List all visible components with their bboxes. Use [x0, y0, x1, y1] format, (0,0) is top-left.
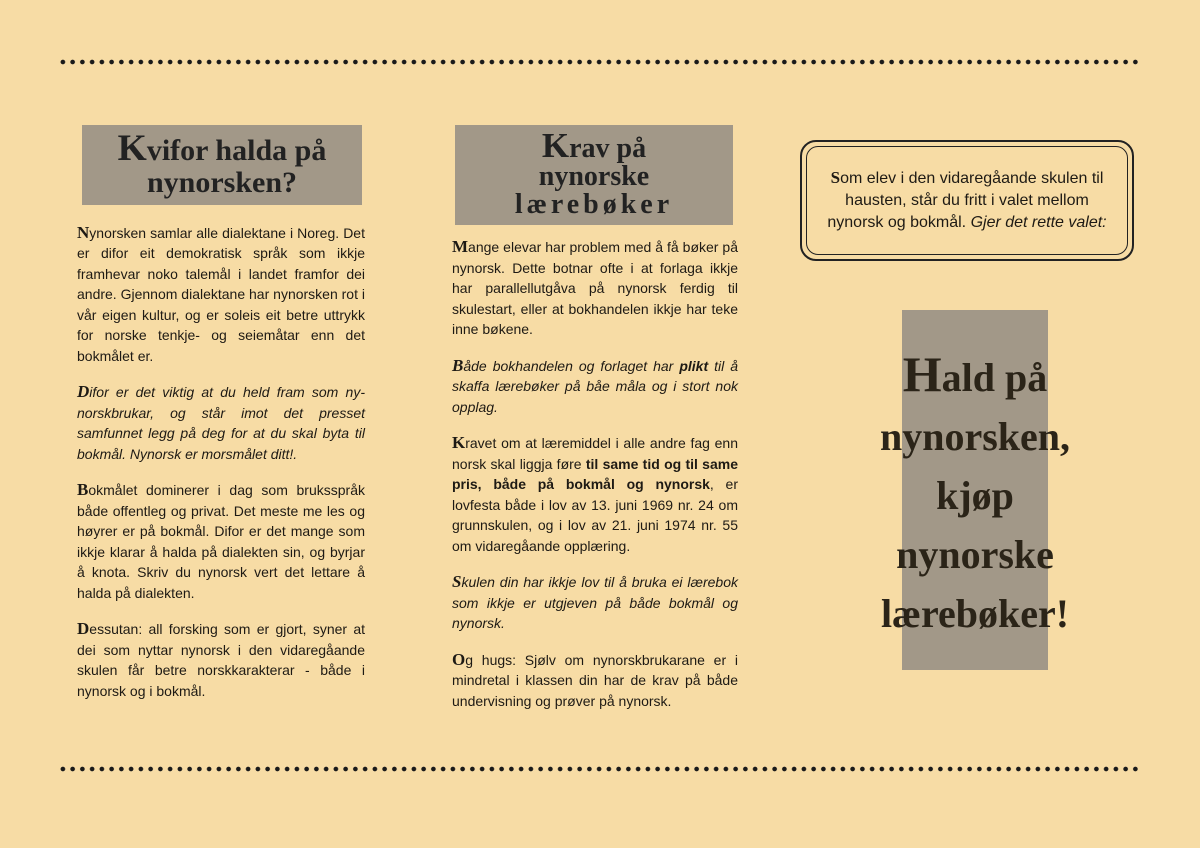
slogan-line3: kjøp	[936, 473, 1014, 518]
paragraph-cap: B	[452, 355, 464, 375]
heading-line2: nynorske	[538, 161, 650, 192]
paragraph-cap: D	[77, 619, 90, 638]
column-textbook-demands	[452, 125, 738, 727]
heading-textbook-demands	[455, 125, 733, 225]
heading-line1: rav på	[569, 133, 647, 164]
paragraph-cap: S	[452, 572, 462, 591]
heading-line2: nynorsken?	[146, 165, 298, 199]
column-why-nynorsk	[77, 125, 365, 717]
heading-cap: K	[117, 128, 147, 169]
paragraph	[77, 619, 365, 701]
paragraph-emphasis: plikt	[679, 357, 709, 374]
slogan-cap: H	[902, 346, 942, 402]
slogan-line2: nynorsken,	[879, 414, 1071, 459]
paragraph-text: , er lovfesta både i lov av 13. juni 1969 nr. 24 om grunnskulen, og i lov av 21. juni 1974 nr. 55 om vidaregåande opplæring.	[452, 476, 738, 554]
callout-cap: S	[830, 168, 841, 187]
paragraph-cap: D	[77, 382, 90, 401]
paragraph-text: åde bokhandelen og forlaget har	[463, 357, 680, 374]
paragraph-text: g hugs: Sjølv om nynorskbrukarane er i mindretal i klassen din har de krav på både undervisning og prøver på nynorsk.	[452, 651, 738, 709]
paragraph-text: til å skaffa lærebøker på båe måla og i stort nok opplag.	[452, 357, 738, 415]
paragraph-text: ravet om at læremiddel i alle andre fag enn norsk skal liggja føre	[452, 435, 738, 472]
heading-why-nynorsk	[82, 125, 362, 205]
dotted-rule-bottom	[58, 765, 1140, 773]
paragraph-cap: M	[452, 237, 469, 256]
paragraph-cap: O	[452, 649, 466, 669]
slogan	[820, 345, 1130, 643]
paragraph	[452, 356, 738, 418]
paragraph	[77, 223, 365, 367]
heading-line1: vifor halda på	[146, 134, 327, 167]
callout-italic: Gjer det rette valet:	[970, 214, 1107, 231]
paragraph-cap: K	[452, 433, 466, 452]
paragraph-text: ynorsken samlar alle dialektane i Noreg. Det er difor eit demokratisk språk som ikkje framhevar noko talemål i landet framfor dei andre. Gjennom dialektane har nynorsken rot i vår eigen kultur, og er soleis eit betre uttrykk for norske tenkje- og seiemåtar enn det bokmålet er.	[77, 224, 365, 364]
dotted-rule-top	[58, 58, 1140, 66]
paragraph-text: ange elevar har problem med å få bøker på nynorsk. Dette botnar ofte i at forlaga ikkje har parallellutgåva på nynorsk ferdig til skulestart, eller at bokhandelen ikkje har teke inne bøkene.	[452, 239, 738, 337]
paragraph	[452, 433, 738, 556]
paragraph-cap: N	[77, 222, 90, 242]
slogan-line1: ald på	[941, 355, 1048, 400]
paragraph	[452, 237, 738, 340]
slogan-line5: lærebøker!	[880, 591, 1070, 636]
slogan-line4: nynorske	[896, 532, 1054, 577]
paragraph-text: ifor er det viktig at du held fram som ny-norskbrukar, og står imot det presset samfunnet legg på deg for at du skal byta til bokmål. Nynorsk er morsmålet ditt!.	[77, 384, 365, 462]
paragraph-cap: B	[77, 480, 89, 499]
callout-body: om elev i den vidaregåande skulen til hausten, står du fritt i valet mellom nynorsk og bokmål.	[827, 170, 1104, 231]
heading-cap: K	[541, 126, 570, 165]
paragraph-emphasis: til same tid og til same pris, både på bokmål og nynorsk	[452, 455, 738, 492]
paragraph	[452, 572, 738, 634]
paragraph-text: okmålet dominerer i dag som bruksspråk både offentleg og privat. Det meste me les og høyrer er på bokmål. Difor er det mange som ikkje klarar å halda på dialekten sin, og byrjar å knota. Skriv du nynorsk vert det lettare å halda på dialekten.	[77, 482, 365, 601]
paragraph	[77, 480, 365, 603]
paragraph	[452, 650, 738, 712]
paragraph	[77, 382, 365, 464]
heading-line3: lærebøker	[514, 189, 674, 220]
callout-text	[806, 146, 1128, 255]
paragraph-text: essutan: all forsking som er gjort, syner at dei som nyttar nynorsk i den vidaregåande skulen får betre norskkarakterar - både i nynorsk og i bokmål.	[77, 621, 365, 699]
callout-box	[800, 140, 1134, 261]
paragraph-text: kulen din har ikkje lov til å bruka ei lærebok som ikkje er utgjeven på både bokmål og nynorsk.	[452, 574, 738, 631]
